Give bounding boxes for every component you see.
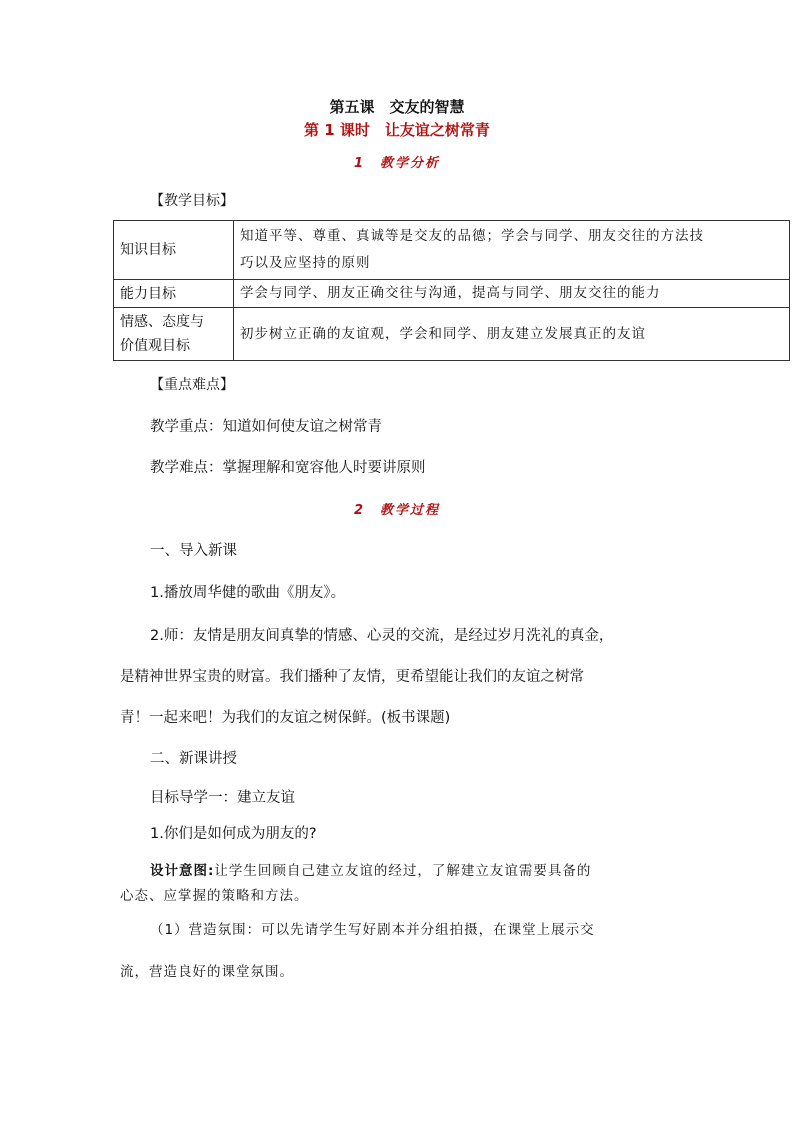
period-title: 第 1 课时 让友谊之树常青 xyxy=(304,121,490,139)
table-row xyxy=(114,221,790,280)
section-heading-analysis: 1 教学分析 xyxy=(353,156,441,171)
part2-heading: 二、新课讲授 xyxy=(150,751,237,767)
table-cell-value: 初步树立正确的友谊观，学会和同学、朋友建立发展真正的友谊 xyxy=(234,308,790,361)
step2-line-3: 青！一起来吧！为我们的友谊之树保鲜。(板书课题) xyxy=(120,710,451,726)
step2-line-1: 2.师：友情是朋友间真挚的情感、心灵的交流，是经过岁月洗礼的真金， xyxy=(150,628,614,644)
design-intent-line-2: 心态、应掌握的策略和方法。 xyxy=(120,888,309,904)
question1-text: 1.你们是如何成为朋友的? xyxy=(150,826,317,842)
lesson-title: 第五课 交友的智慧 xyxy=(329,98,465,116)
table-cell-label: 情感、态度与 价值观目标 xyxy=(114,308,234,361)
part1-heading: 一、导入新课 xyxy=(150,543,237,559)
goal1-heading: 目标导学一：建立友谊 xyxy=(150,790,295,806)
table-row xyxy=(114,280,790,308)
design-intent-text: 让学生回顾自己建立友谊的经过，了解建立友谊需要具备的 xyxy=(214,863,592,879)
table-cell-value: 知道平等、尊重、真诚等是交友的品德；学会与同学、朋友交往的方法技 巧以及应坚持的原则 xyxy=(234,221,790,280)
teaching-difficulty: 教学难点：掌握理解和宽容他人时要讲原则 xyxy=(150,460,426,476)
table-row xyxy=(114,308,790,361)
atmosphere-line-1: （1）营造氛围：可以先请学生写好剧本并分组拍摄，在课堂上展示交 xyxy=(150,922,595,938)
objectives-heading: 【教学目标】 xyxy=(150,193,234,209)
design-intent-label: 设计意图: xyxy=(150,863,215,879)
objectives-table xyxy=(113,220,790,361)
teaching-focus: 教学重点：知道如何使友谊之树常青 xyxy=(150,419,382,435)
table-cell-label: 知识目标 xyxy=(114,221,234,280)
step2-line-2: 是精神世界宝贵的财富。我们播种了友情，更希望能让我们的友谊之树常 xyxy=(120,669,584,685)
design-intent-line-1 xyxy=(150,859,591,879)
atmosphere-line-2: 流，营造良好的课堂氛围。 xyxy=(120,964,294,980)
table-cell-label: 能力目标 xyxy=(114,280,234,308)
table-cell-value: 学会与同学、朋友正确交往与沟通，提高与同学、朋友交往的能力 xyxy=(234,280,790,308)
step1-text: 1.播放周华健的歌曲《朋友》。 xyxy=(150,585,346,601)
section-heading-process: 2 教学过程 xyxy=(353,503,441,518)
key-points-heading: 【重点难点】 xyxy=(150,377,234,393)
